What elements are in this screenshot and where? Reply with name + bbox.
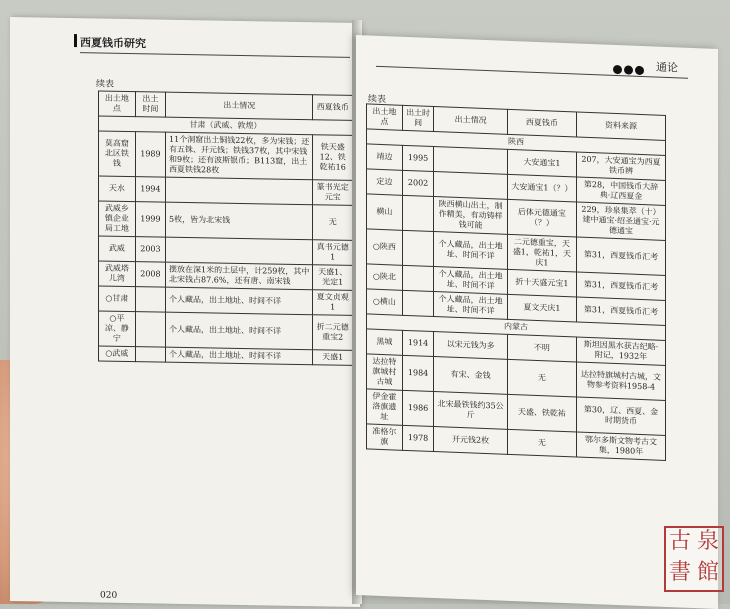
cell-coin: 天盛、铁乾祐 [507,394,576,432]
right-header-cell: 出土情况 [434,107,507,135]
cell-year [402,290,434,316]
cell-year: 2003 [135,237,165,263]
cell-place: 达拉特旗城村古城 [367,354,403,390]
left-header-rule [80,52,350,58]
right-header-cell: 出土时间 [402,105,434,131]
cell-place: ○陕西 [367,229,403,265]
right-header-cell: 资料来源 [577,112,666,140]
right-page [356,35,718,609]
cell-detail: 北宋最铁钱约35公斤 [434,392,507,430]
cell-coin: 折二元德重宝2 [313,315,353,351]
right-table [366,103,666,461]
left-running-head: 西夏钱币研究 [80,36,146,51]
cell-detail: 有宋、金钱 [434,357,507,395]
cell-detail: 陕西横山出土，制作精美，有动铸样钱可能 [434,197,507,235]
cell-detail: 个人藏品，出土地址、时间不详 [166,287,313,315]
cell-year: 1999 [135,202,165,238]
cell-source: 第31，西夏钱币汇考 [577,297,666,325]
cell-coin: 大安通宝1（？） [507,174,576,202]
cell-detail [166,237,313,265]
cell-year: 1978 [402,425,434,451]
cell-place: 武威 [99,236,136,262]
cell-year [402,195,434,231]
cell-detail: 个人藏品，出土地址、时间不详 [434,267,507,295]
right-running-head: 通论 [656,60,678,75]
cell-year: 1984 [402,355,434,391]
cell-coin: 铁天盛12、铁乾祐16 [313,135,353,181]
cell-source: 鄂尔多斯文物考古文集，1980年 [577,432,666,460]
cell-detail [434,172,507,200]
cell-coin: 无 [507,429,576,457]
cell-year: 1986 [402,390,434,426]
cell-coin: 大安通宝1 [507,149,576,177]
cell-source: 斯坦因黑水获古纪略·附记，1932年 [577,337,666,365]
cell-detail: 个人藏品，出土地址、时间不详 [434,232,507,270]
left-region-label: 甘肃（武威、敦煌） [99,116,353,135]
cell-place: 横山 [367,194,403,230]
cell-coin: 不明 [507,334,576,362]
cell-place: ○甘肃 [99,286,136,312]
cell-detail [166,177,313,205]
right-header-cell: 西夏钱币 [507,109,576,137]
cell-coin: 无 [507,359,576,397]
cell-place: 伊金霍洛旗遗址 [367,389,403,425]
cell-detail: 5枚，皆为北宋钱 [166,202,313,240]
cell-place: 定边 [367,169,403,195]
left-header-cell: 西夏钱币 [313,95,353,121]
cell-year [402,265,434,291]
library-seal: 古 泉 書 館 [664,526,724,592]
left-continued-label: 续表 [96,79,115,90]
right-header-cell: 出土地点 [367,104,403,130]
right-region-label: 内蒙古 [367,314,666,340]
cell-year: 1914 [402,330,434,356]
table-row [99,131,353,180]
cell-detail: 个人藏品，出土地址、时间不详 [166,347,313,365]
table-row [99,346,353,365]
cell-year: 2002 [402,170,434,196]
cell-coin: 无 [313,205,353,241]
cell-place: 靖边 [367,144,403,170]
left-header-cell: 出土情况 [166,92,313,120]
cell-place: 黑城 [367,329,403,355]
cell-place: 莫高窟北区铁钱 [99,131,136,177]
table-row [99,201,353,240]
cell-source: 第31，西夏钱币汇考 [577,237,666,275]
cell-coin: 夏文贞观1 [313,290,353,316]
cell-detail: 个人藏品，出土地址、时间不详 [166,312,313,350]
cell-coin: 折十天盛元宝1 [507,269,576,297]
cell-source: 229，珍泉集萃（十）建中通宝·绍圣通宝·元德通宝 [577,202,666,240]
left-header-cell: 出土地点 [99,91,136,117]
cell-place: 准格尔旗 [367,424,403,450]
left-header-cell: 出土时间 [135,92,165,118]
cell-place: 武威塔儿湾 [99,261,136,287]
cell-place: ○陕北 [367,264,403,290]
cell-source: 第28，中国钱币大辞典·辽西夏金 [577,177,666,205]
cell-detail: 开元钱2枚 [434,427,507,455]
cell-year: 1994 [135,177,165,203]
cell-place: ○武威 [99,346,136,362]
cell-year [135,287,165,313]
right-continued-label: 续表 [368,94,387,106]
cell-detail: 以宋元钱为多 [434,332,507,360]
cell-source: 达拉特旗城村古城，文物参考资料1958-4 [577,362,666,400]
right-region-label: 陕西 [367,129,666,155]
cell-year [135,312,165,348]
cell-place: 天水 [99,176,136,202]
cell-place: ○横山 [367,289,403,315]
cell-year: 1989 [135,132,165,178]
cell-source: 207，大安通宝为西夏铁币辨 [577,152,666,180]
cell-detail: 11个洞窟出土铜钱22枚，多为宋钱；还有五铢、开元钱；铁钱37枚，其中宋钱和9枚；还有波斯银币；B113窟，出土西夏铁钱28枚 [166,132,313,180]
cell-year: 2008 [135,262,165,288]
cell-coin: 二元德重宝，天盛1，乾祐1，天庆1 [507,234,576,272]
table-row [99,311,353,350]
cell-detail: 个人藏品，出土地址、时间不详 [434,292,507,320]
cell-year [402,230,434,266]
cell-year: 1995 [402,145,434,171]
cell-coin: 夏文天庆1 [507,294,576,322]
cell-coin: 真书元德1 [313,240,353,266]
running-head-bar [74,34,77,47]
left-page [10,17,360,607]
cell-place: ○平凉、静宁 [99,311,136,347]
cell-coin: 篆书光定元宝 [313,180,353,206]
cell-source: 第31，西夏钱币汇考 [577,272,666,300]
cell-coin: 后体元德通宝（？） [507,199,576,237]
cell-source: 第30，辽、西夏、金时期货币 [577,397,666,435]
cell-coin: 天盛1、光定1 [313,265,353,291]
cell-detail: 摆放在深1米的土层中，计259枚，其中北宋钱占87.6%，还有唐、南宋钱 [166,262,313,290]
left-table [98,90,353,365]
cell-detail [434,147,507,175]
cell-coin: 天盛1 [313,350,353,366]
cell-year [135,347,165,363]
left-page-number: 020 [100,590,118,601]
cell-place: 武威乡镇企业局工地 [99,201,136,237]
